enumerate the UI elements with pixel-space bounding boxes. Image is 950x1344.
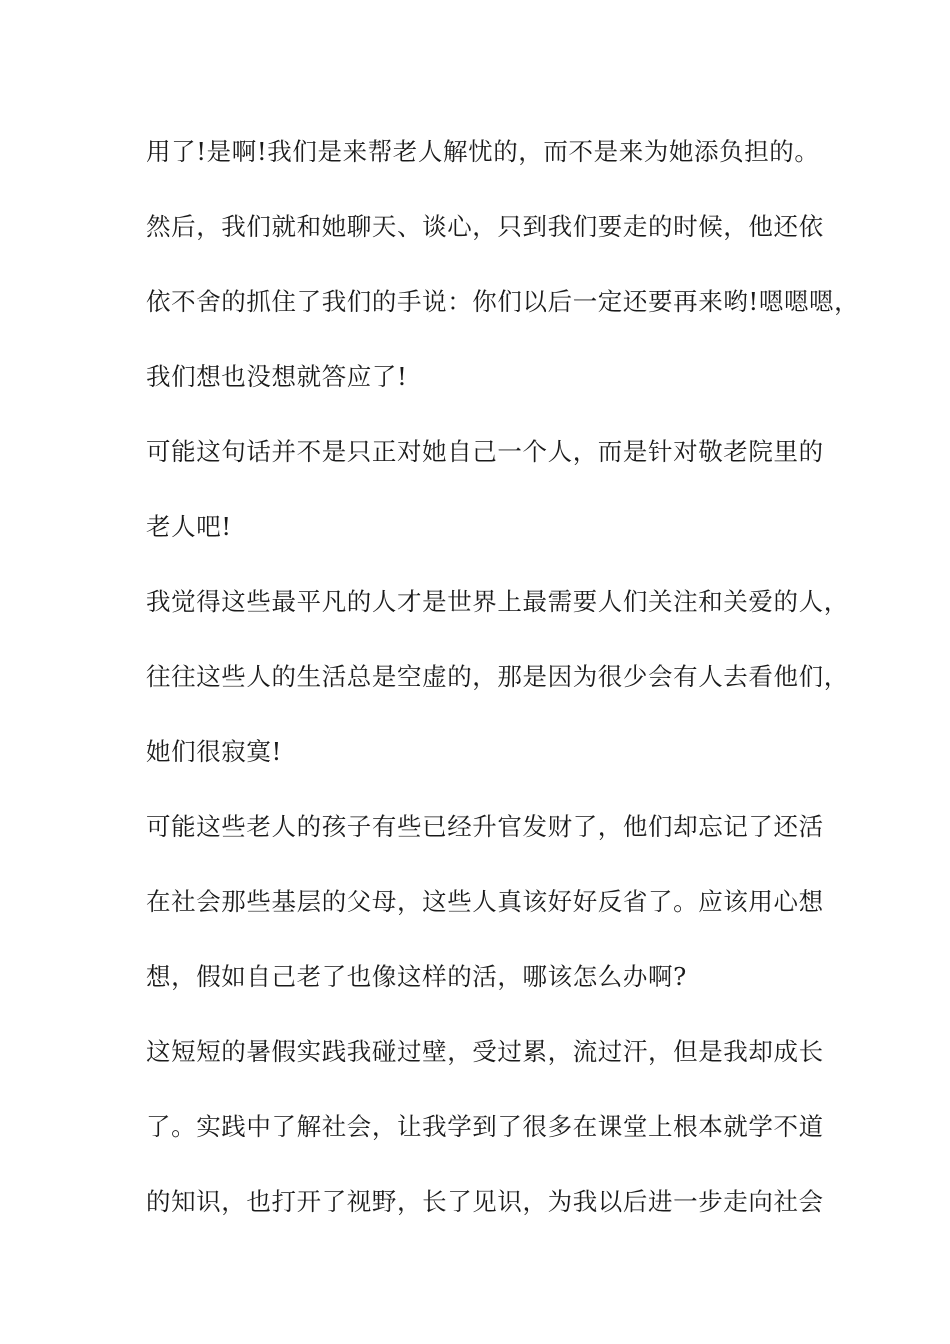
text-line: 的知识，也打开了视野，长了见识，为我以后进一步走向社会 bbox=[146, 1187, 824, 1216]
text-line: 往往这些人的生活总是空虚的，那是因为很少会有人去看他们， bbox=[146, 662, 849, 691]
text-line: 可能这句话并不是只正对她自己一个人，而是针对敬老院里的 bbox=[146, 437, 824, 466]
text-line: 老人吧! bbox=[146, 512, 232, 541]
text-line: 我们想也没想就答应了! bbox=[146, 362, 408, 391]
text-line: 依不舍的抓住了我们的手说：你们以后一定还要再来哟!嗯嗯嗯， bbox=[146, 287, 860, 316]
text-line: 这短短的暑假实践我碰过壁，受过累，流过汗，但是我却成长 bbox=[146, 1037, 824, 1066]
text-line: 用了!是啊!我们是来帮老人解忧的，而不是来为她添负担的。 bbox=[146, 137, 820, 166]
text-line: 想，假如自己老了也像这样的活，哪该怎么办啊? bbox=[146, 962, 687, 991]
text-line: 在社会那些基层的父母，这些人真该好好反省了。应该用心想 bbox=[146, 887, 824, 916]
text-line: 可能这些老人的孩子有些已经升官发财了，他们却忘记了还活 bbox=[146, 812, 824, 841]
text-line: 了。实践中了解社会，让我学到了很多在课堂上根本就学不道 bbox=[146, 1112, 824, 1141]
text-line: 然后，我们就和她聊天、谈心，只到我们要走的时候，他还依 bbox=[146, 212, 824, 241]
text-line: 我觉得这些最平凡的人才是世界上最需要人们关注和关爱的人， bbox=[146, 587, 849, 616]
text-line: 她们很寂寞! bbox=[146, 737, 282, 766]
